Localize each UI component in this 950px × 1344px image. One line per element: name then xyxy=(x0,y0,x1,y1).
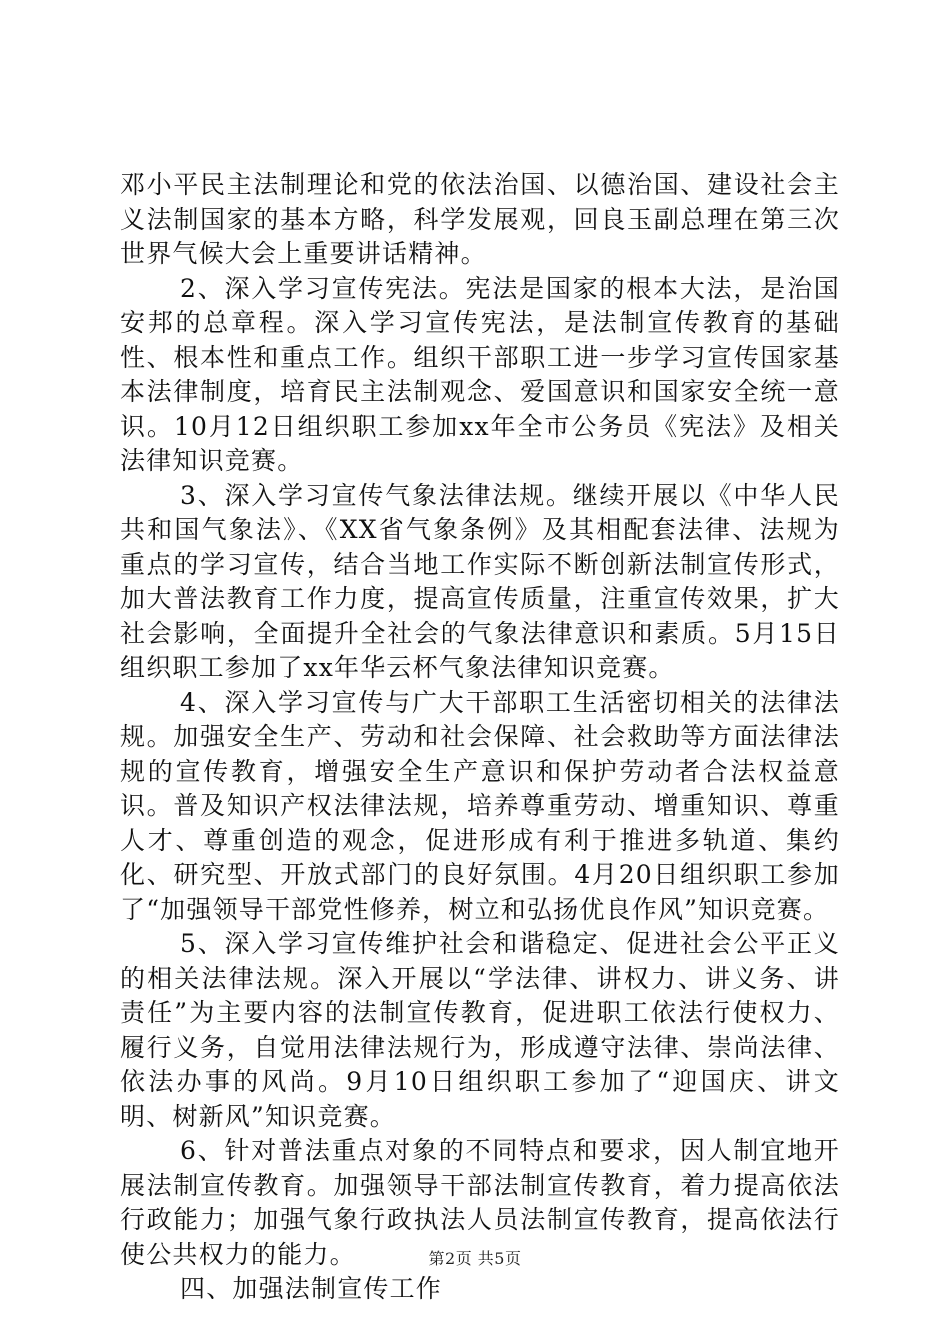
page-footer: 第2页 共5页 xyxy=(428,1249,522,1268)
document-body xyxy=(120,168,840,1307)
paragraph-item-2-constitution: 2、深入学习宣传宪法。宪法是国家的根本大法，是治国安邦的总章程。深入学习宣传宪法，是法制宣传教育的基础性、根本性和重点工作。组织干部职工进一步学习宣传国家基本法律制度，培育民主法制观念、爱国意识和国家安全统一意识。10月12日组织职工参加xx年全市公务员《宪法》及相关法律知识竞赛。 xyxy=(120,273,840,475)
section-heading-four: 四、加强法制宣传工作 xyxy=(180,1274,443,1303)
paragraph-continuation: 邓小平民主法制理论和党的依法治国、以德治国、建设社会主义法制国家的基本方略，科学发展观，回良玉副总理在第三次世界气候大会上重要讲话精神。 xyxy=(120,170,840,268)
paragraph-item-5-social-harmony: 5、深入学习宣传维护社会和谐稳定、促进社会公平正义的相关法律法规。深入开展以“学法律、讲权力、讲义务、讲责任”为主要内容的法制宣传教育，促进职工依法行使权力、履行义务，自觉用法律法规行为，形成遵守法律、崇尚法律、依法办事的风尚。9月10日组织职工参加了“迎国庆、讲文明、树新风”知识竞赛。 xyxy=(120,929,840,1131)
paragraph-item-4-related-laws: 4、深入学习宣传与广大干部职工生活密切相关的法律法规。加强安全生产、劳动和社会保障、社会救助等方面法律法规的宣传教育，增强安全生产意识和保护劳动者合法权益意识。普及知识产权法律法规，培养尊重劳动、增重知识、尊重人才、尊重创造的观念，促进形成有利于推进多轨道、集约化、研究型、开放式部门的良好氛围。4月20日组织职工参加了“加强领导干部党性修养，树立和弘扬优良作风”知识竞赛。 xyxy=(120,687,840,924)
paragraph-item-6-key-targets: 6、针对普法重点对象的不同特点和要求，因人制宜地开展法制宣传教育。加强领导干部法制宣传教育，着力提高依法行政能力；加强气象行政执法人员法制宣传教育，提高依法行使公共权力的能力。 xyxy=(120,1136,840,1269)
paragraph-item-3-meteorological-law: 3、深入学习宣传气象法律法规。继续开展以《中华人民共和国气象法》、《XX省气象条例》及其相配套法律、法规为重点的学习宣传，结合当地工作实际不断创新法制宣传形式，加大普法教育工作力度，提高宣传质量，注重宣传效果，扩大社会影响，全面提升全社会的气象法律意识和素质。5月15日组织职工参加了xx年华云杯气象法律知识竞赛。 xyxy=(120,480,840,682)
